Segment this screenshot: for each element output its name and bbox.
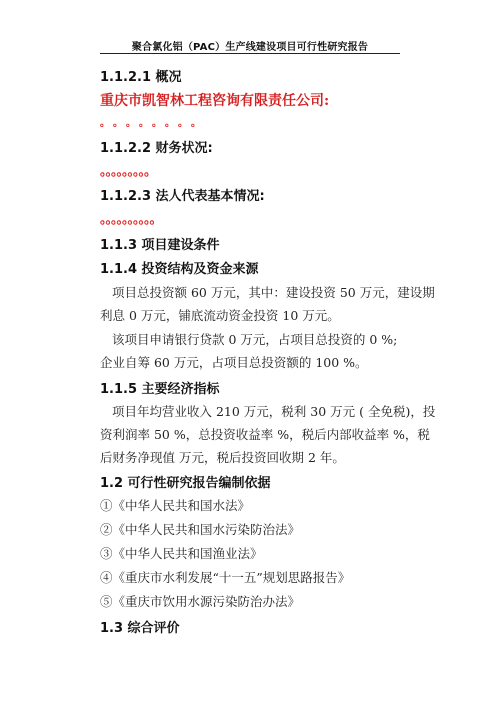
header-rule	[100, 53, 400, 54]
list-item: ③《中华人民共和国渔业法》	[100, 546, 263, 561]
paragraph-investment-line-2: 利息 0 万元，铺底流动资金投资 10 万元。	[100, 308, 340, 323]
heading-construction-conditions: 1.1.3 项目建设条件	[100, 238, 220, 253]
paragraph-loan-line-2: 企业自筹 60 万元，占项目总投资额的 100 %。	[100, 355, 368, 370]
placeholder-dots-3: 。。。。。。。。。。	[100, 212, 162, 227]
paragraph-economic-line-3: 后财务净现值 万元，税后投资回收期 2 年。	[100, 450, 345, 465]
heading-compilation-basis: 1.2 可行性研究报告编制依据	[100, 476, 271, 491]
placeholder-dots-1: 。。。。。。。。	[100, 118, 209, 129]
heading-economic-indicators: 1.1.5 主要经济指标	[100, 382, 220, 397]
running-header: 聚合氯化铝（PAC）生产线建设项目可行性研究报告	[131, 42, 369, 53]
paragraph-economic-line-1: 项目年均营业收入 210 万元，税利 30 万元 ( 全免税)，投	[112, 404, 436, 419]
list-item: ④《重庆市水利发展“十一五”规划思路报告》	[100, 570, 351, 585]
company-name: 重庆市凯智林工程咨询有限责任公司:	[100, 93, 330, 109]
heading-financial-status: 1.1.2.2 财务状况:	[100, 141, 213, 156]
placeholder-dots-2: 。。。。。。。。。	[100, 164, 157, 179]
list-item: ①《中华人民共和国水法》	[100, 498, 251, 513]
heading-legal-representative: 1.1.2.3 法人代表基本情况:	[100, 189, 265, 204]
heading-investment-structure: 1.1.4 投资结构及资金来源	[100, 262, 259, 277]
list-item: ⑤《重庆市饮用水源污染防治办法》	[100, 594, 301, 609]
heading-comprehensive-evaluation: 1.3 综合评价	[100, 621, 180, 636]
paragraph-loan-line-1: 该项目申请银行贷款 0 万元，占项目总投资的 0 %;	[112, 332, 398, 347]
list-item: ②《中华人民共和国水污染防治法》	[100, 522, 301, 537]
heading-overview: 1.1.2.1 概况	[100, 70, 182, 85]
paragraph-investment-line-1: 项目总投资额 60 万元，其中：建设投资 50 万元，建设期	[112, 285, 435, 300]
paragraph-economic-line-2: 资利润率 50 %，总投资收益率 %，税后内部收益率 %，税	[100, 427, 430, 442]
